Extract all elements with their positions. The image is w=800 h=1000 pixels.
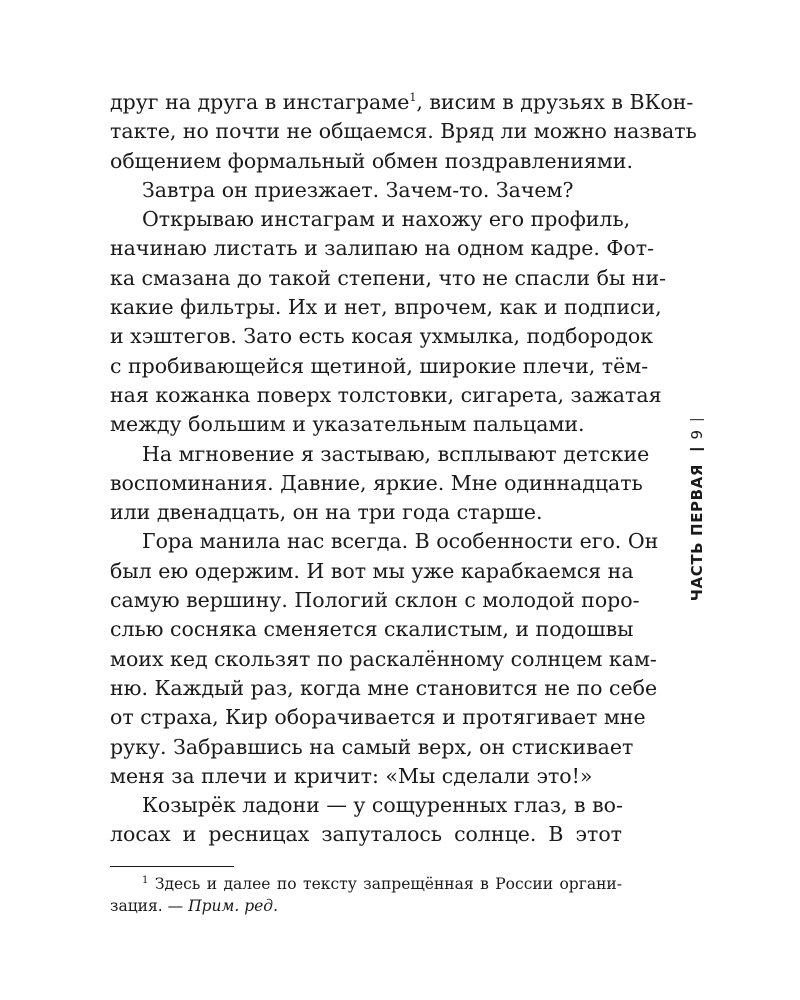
footnote — [110, 873, 622, 917]
text-line: моих кед скользят по раскалённому солнцем кам- — [110, 646, 657, 671]
page-number: 9 — [688, 429, 706, 440]
paragraph-first-line: На мгновение я застываю, всплывают детские — [142, 441, 650, 466]
footnote-mark: 1 — [142, 874, 149, 886]
text-line: самую вершину. Пологий склон с молодой поро- — [110, 588, 640, 613]
text-line: начинаю листать и залипаю на одном кадре. Фот- — [110, 236, 655, 261]
footnote-separator — [110, 866, 234, 867]
text-line: ка смазана до такой степени, что не спасли бы ни- — [110, 265, 667, 290]
text-line: друг на друга в инстаграме$^1$, висим в друзьях в ВКон- — [110, 90, 694, 114]
text-line: воспоминания. Давние, яркие. Мне одиннадцать — [110, 470, 643, 495]
text-line: руку. Забравшись на самый верх, он стискивает — [110, 734, 634, 759]
text-line: ню. Каждый раз, когда мне становится не по себе — [110, 675, 658, 700]
paragraph-first-line: Гора манила нас всегда. В особенности его. Он — [142, 529, 659, 554]
text-line: или двенадцать, он на три года старше. — [110, 500, 543, 525]
text-line: и хэштегов. Зато есть косая ухмылка, подбородок — [110, 324, 654, 349]
text-line: слью сосняка сменяется скалистым, и подошвы — [110, 617, 634, 642]
divider — [690, 419, 704, 421]
divider — [690, 448, 704, 450]
footnote-line: зация. — Прим. ред. — [110, 897, 279, 915]
text-line: был ею одержим. И вот мы уже карабкаемся на — [110, 558, 634, 583]
text-line: лосах и ресницах запуталось солнце. В этот — [110, 822, 622, 847]
text-line: с пробивающейся щетиной, широкие плечи, тём- — [110, 353, 649, 378]
paragraph-first-line: Козырёк ладони — у сощуренных глаз, в во- — [142, 793, 623, 818]
text-line: от страха, Кир оборачивается и протягивает мне — [110, 705, 646, 730]
paragraph-first-line: Завтра он приезжает. Зачем-то. Зачем? — [142, 177, 574, 202]
text-line: меня за плечи и кричит: «Мы сделали это!» — [110, 763, 593, 788]
text-line: какие фильтры. Их и нет, впрочем, как и подписи, — [110, 295, 662, 320]
section-title: ЧАСТЬ ПЕРВАЯ — [688, 463, 706, 602]
text-line: ная кожанка поверх толстовки, сигарета, зажатая — [110, 382, 662, 407]
footnote-line: $^1$ Здесь и далее по тексту запрещённая в России органи- — [142, 874, 622, 893]
footnote-reference[interactable]: 1 — [409, 91, 417, 105]
editor-note: Прим. ред. — [188, 897, 279, 915]
text-line: общением формальный обмен поздравлениями. — [110, 148, 633, 173]
paragraph-first-line: Открываю инстаграм и нахожу его профиль, — [142, 207, 631, 232]
text-line: между большим и указательным пальцами. — [110, 412, 585, 437]
text-line: такте, но почти не общаемся. Вряд ли можно назвать — [110, 119, 697, 144]
